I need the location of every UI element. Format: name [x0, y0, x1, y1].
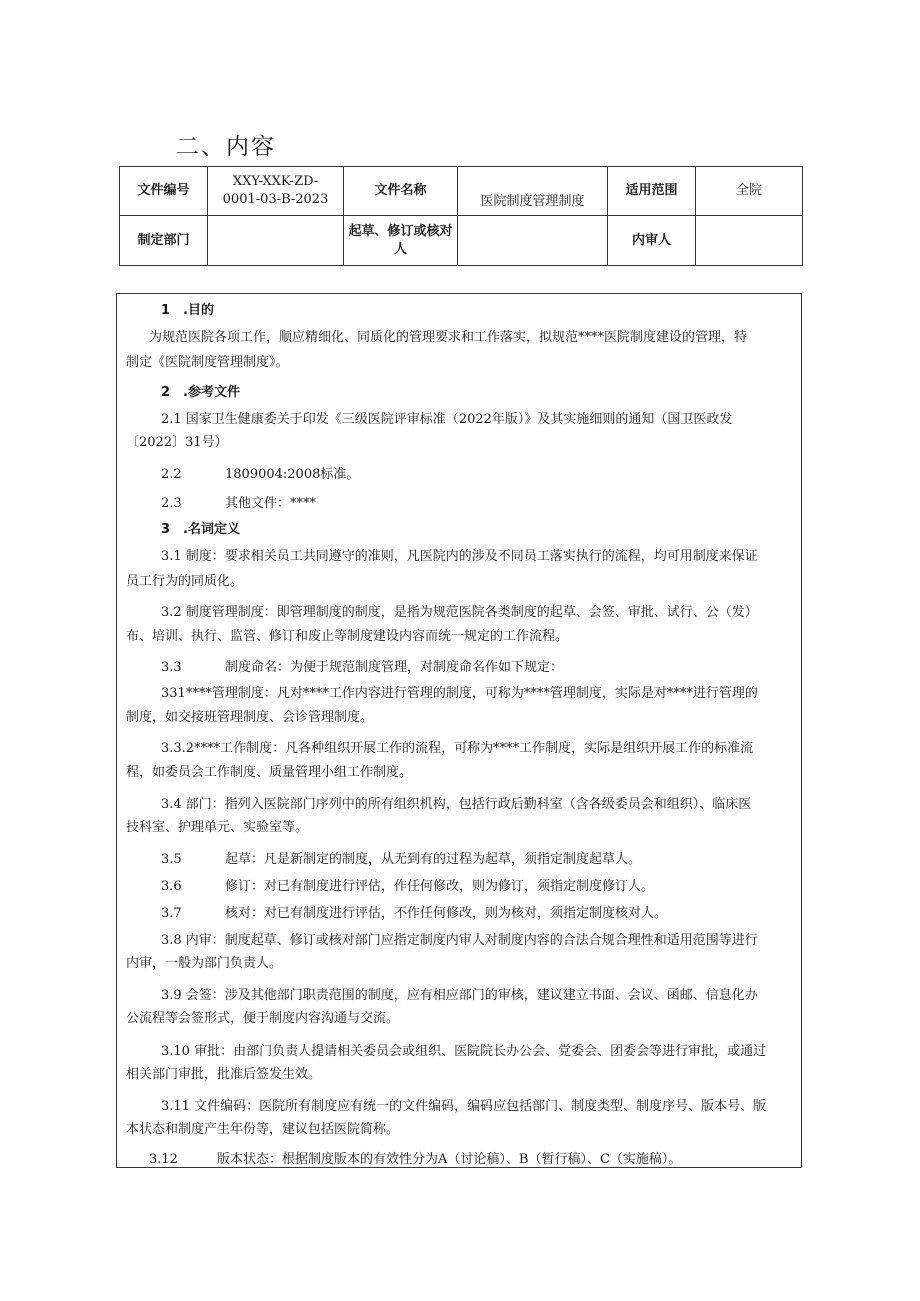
- section-3-title: .名词定义: [183, 522, 240, 537]
- paragraph: 修订：对已有制度进行评估，作任何修改，则为修订，须指定制度修订人。: [225, 879, 655, 894]
- paragraph: 制度命名：为便于规范制度管理，对制度命名作如下规定：: [225, 660, 564, 675]
- paragraph: 内审，一般为部门负责人。: [126, 956, 283, 971]
- paragraph: 其他文件：****: [225, 496, 317, 511]
- file-name-label: 文件名称: [344, 167, 458, 216]
- department-label: 制定部门: [120, 216, 208, 266]
- section-1-title: .目的: [183, 303, 214, 318]
- paragraph: 331****管理制度：凡对****工作内容进行管理的制度，可称为****管理制度，实际是对****进行管理的: [161, 686, 758, 701]
- paragraph: 程，如委员会工作制度、质量管理小组工作制度。: [126, 765, 413, 780]
- paragraph: 3.1 制度：要求相关员工共同遵守的准则，凡医院内的涉及不同员工落实执行的流程，均可用制度来保证: [161, 549, 758, 564]
- paragraph: 3.9 会签：涉及其他部门职责范围的制度，应有相应部门的审核，建议建立书面、会议、函邮、信息化办: [161, 988, 758, 1003]
- paragraph: 版本状态：根据制度版本的有效性分为A（讨论稿）、B（暂行稿）、C（实施稿）。: [217, 1152, 682, 1167]
- paragraph: 核对：对已有制度进行评估，不作任何修改，则为核对，须指定制度核对人。: [225, 906, 668, 921]
- item-number: 3.7: [161, 906, 182, 921]
- paragraph: 员工行为的同质化。: [126, 574, 244, 589]
- paragraph: 〔2022〕31号）: [126, 435, 228, 450]
- paragraph: 3.3.2****工作制度：凡各种组织开展工作的流程，可称为****工作制度，实际是组织开展工作的标准流: [161, 741, 754, 756]
- paragraph: 相关部门审批，批准后签发生效。: [126, 1067, 322, 1082]
- drafter-value: [458, 216, 608, 266]
- item-number: 3.12: [149, 1152, 178, 1167]
- department-value: [208, 216, 344, 266]
- paragraph: 3.10 审批：由部门负责人提请相关委员会或组织、医院院长办公会、党委会、团委会等进行审批，或通过: [161, 1044, 767, 1059]
- item-number: 3.5: [161, 852, 182, 867]
- section-2-number: 2: [161, 385, 171, 400]
- item-number: 3.6: [161, 879, 182, 894]
- item-number: 2.3: [161, 496, 182, 511]
- paragraph: 公流程等会签形式，便于制度内容沟通与交流。: [126, 1011, 400, 1026]
- paragraph: 3.2 制度管理制度：即管理制度的制度，是指为规范医院各类制度的起草、会签、审批、试行、公（发）: [161, 605, 758, 620]
- paragraph: 技科室、护理单元、实验室等。: [126, 820, 309, 835]
- section-2-title: .参考文件: [183, 385, 240, 400]
- section-heading: 二、内容: [176, 134, 276, 160]
- document-info-table: [119, 166, 803, 266]
- reviewer-label: 内审人: [608, 216, 696, 266]
- paragraph: 布、培训、执行、监管、修订和废止等制度建设内容而统一规定的工作流程。: [126, 629, 569, 644]
- file-number-value: XXY-XXK-ZD- 0001-03-B-2023: [208, 167, 344, 216]
- content-box: [116, 293, 802, 1168]
- paragraph: 3.11 文件编码：医院所有制度应有统一的文件编码，编码应包括部门、制度类型、制度序号、版本号、版: [161, 1099, 767, 1114]
- item-number: 3.3: [161, 660, 182, 675]
- item-number: 2.2: [161, 467, 182, 482]
- file-number-label: 文件编号: [120, 167, 208, 216]
- paragraph: 本状态和制度产生年份等，建议包括医院简称。: [126, 1122, 400, 1137]
- paragraph: 2.1 国家卫生健康委关于印发《三级医院评审标准（2022年版）》及其实施细则的通知（国卫医政发: [161, 412, 733, 427]
- section-3-number: 3: [161, 522, 171, 537]
- file-name-value: 医院制度管理制度: [458, 167, 608, 216]
- paragraph: 3.4 部门：指列入医院部门序列中的所有组织机构，包括行政后勤科室（含各级委员会和组织）、临床医: [161, 797, 752, 812]
- scope-label: 适用范围: [608, 167, 696, 216]
- paragraph: 为规范医院各项工作，顺应精细化、同质化的管理要求和工作落实，拟规范****医院制度建设的管理，特: [149, 330, 748, 345]
- paragraph: 起草：凡是新制定的制度，从无到有的过程为起草，须指定制度起草人。: [225, 852, 642, 867]
- paragraph: 1809004:2008标准。: [225, 467, 360, 482]
- paragraph: 制定《医院制度管理制度》。: [126, 355, 289, 370]
- scope-value: 全院: [696, 167, 803, 216]
- section-1-number: 1: [161, 303, 171, 318]
- paragraph: 3.8 内审：制度起草、修订或核对部门应指定制度内审人对制度内容的合法合规合理性和适用范围等进行: [161, 933, 758, 948]
- reviewer-value: [696, 216, 803, 266]
- drafter-label: 起草、修订或核对 人: [344, 216, 458, 266]
- paragraph: 制度，如交接班管理制度、会诊管理制度。: [126, 710, 374, 725]
